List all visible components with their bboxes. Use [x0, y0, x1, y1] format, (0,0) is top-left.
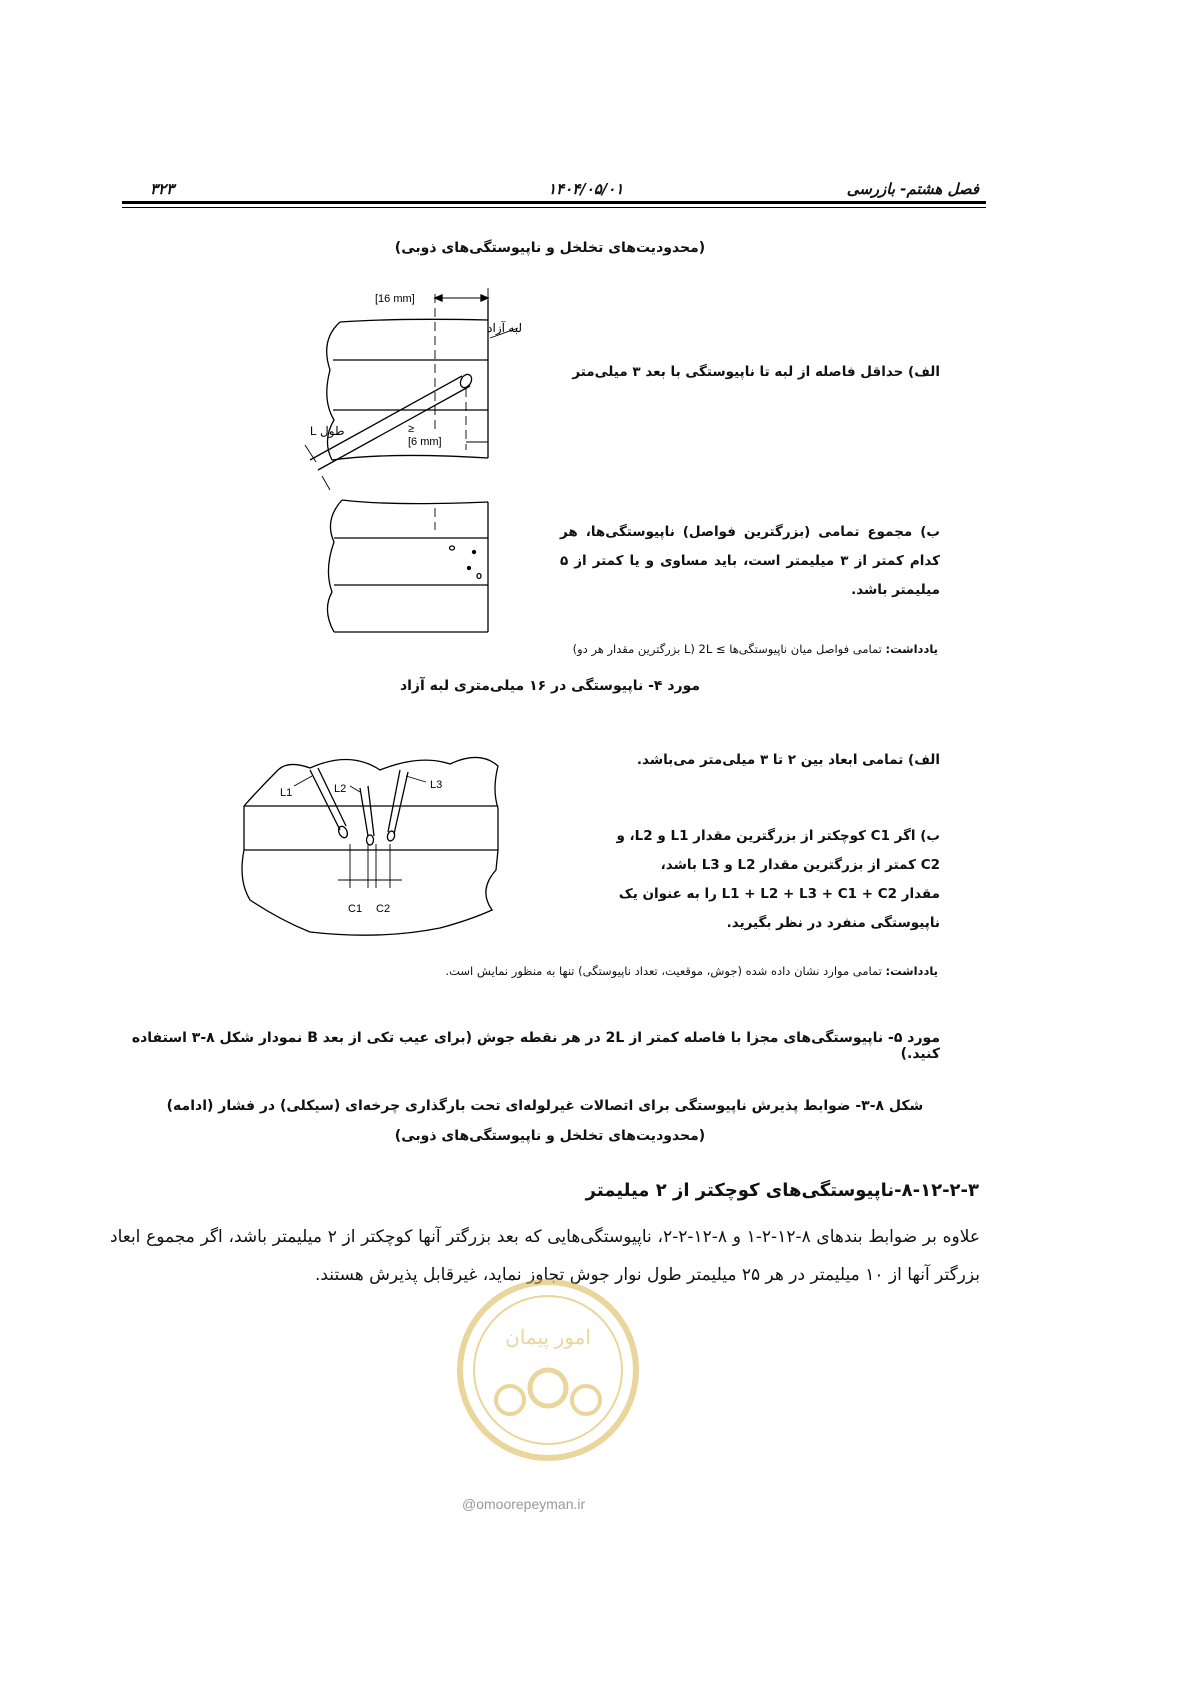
case5-be-line-3: مقدار L1 + L2 + L3 + C1 + C2 را به عنوان یک [618, 886, 940, 902]
case5-note-text: تمامی موارد نشان داده شده (جوش، موقعیت، تعداد ناپیوستگی) تنها به منظور نمایش است. [445, 964, 882, 978]
header-rule-thin [122, 207, 986, 208]
case5-be-line-4: ناپیوستگی منفرد در نظر بگیرید. [726, 915, 940, 931]
ge-symbol: ≥ [408, 423, 415, 435]
case5-note-label: یادداشت: [885, 964, 938, 978]
watermark-logo [448, 1270, 648, 1470]
section-heading: ۸-۱۲-۲-۳-ناپیوستگی‌های کوچکتر از ۲ میلیمتر [585, 1180, 979, 1201]
header-date: ۱۴۰۴/۰۵/۰۱ [548, 180, 624, 198]
label-C1: C1 [348, 903, 363, 915]
label-L3: L3 [430, 779, 443, 791]
label-L2: L2 [334, 783, 347, 795]
length-l-label: طول L [310, 424, 345, 438]
case4-note [238, 642, 938, 656]
header-rule-thick [122, 201, 986, 204]
case4-diagram [250, 280, 550, 650]
case4-note-text: تمامی فواصل میان ناپیوستگی‌ها ≥ 2L (L بزرگترین مقدار هر دو) [572, 642, 882, 656]
case5-be-line-2: C2 کمتر از بزرگترین مقدار L2 و L3 باشد، [660, 857, 940, 873]
chapter-title: فصل هشتم- بازرسی [846, 180, 979, 198]
figure-caption-line-1: شکل ۸-۳- ضوابط پذیرش ناپیوستگی برای اتصالات غیرلوله‌ای تحت بارگذاری چرخه‌ای (سیکلی) در فشار (ادامه) [166, 1098, 924, 1114]
dim-16mm-label: [16 mm] [375, 293, 415, 305]
case5-item-be [560, 822, 940, 938]
case4-note-label: یادداشت: [885, 642, 938, 656]
figure-caption-line-2: (محدودیت‌های تخلخل و ناپیوستگی‌های ذوبی) [394, 1128, 706, 1144]
case5-item-alef: الف) تمامی ابعاد بین ۲ تا ۳ میلی‌متر می‌باشد. [636, 752, 940, 768]
case5-note [238, 964, 938, 978]
case4-item-be: ب) مجموع تمامی (بزرگترین فواصل) ناپیوستگی‌ها، هر کدام کمتر از ۳ میلیمتر است، باید مساوی و یا کمتر از ۵ میلیمتر باشد. [560, 524, 940, 598]
case4-item-alef: الف) حداقل فاصله از لبه تا ناپیوستگی با بعد ۳ میلی‌متر [572, 364, 940, 380]
figure-top-caption: (محدودیت‌های تخلخل و ناپیوستگی‌های ذوبی) [394, 240, 706, 256]
watermark-site: @omoorepeyman.ir [462, 1496, 586, 1512]
free-edge-label: لبه آزاد [487, 321, 522, 335]
case5-diagram [230, 740, 510, 950]
watermark-logo-text: امور پیمان [505, 1327, 591, 1349]
case5-be-line-1: ب) اگر C1 کوچکتر از بزرگترین مقدار L1 و L2، و [616, 828, 940, 844]
label-L1: L1 [280, 787, 293, 799]
case5-title: مورد ۵- ناپیوستگی‌های مجزا با فاصله کمتر از 2L در هر نقطه جوش (برای عیب تکی از بعد B نمودار شکل ۸-۳ استفاده کنید.) [131, 1030, 940, 1062]
label-C2: C2 [376, 903, 391, 915]
dim-6mm-label: [6 mm] [408, 436, 442, 448]
page-number: ۳۲۳ [150, 180, 175, 198]
section-paragraph: علاوه بر ضوابط بندهای ۸-۱۲-۲-۱ و ۸-۱۲-۲-۲، ناپیوستگی‌هایی که بعد بزرگتر آنها کوچکتر از ۲ میلیمتر باشد، اگر مجموع ابعاد بزرگتر آنها از ۱۰ میلیمتر در هر ۲۵ میلیمتر طول نوار جوش تجاوز نماید، غیرقابل پذیرش هستند. [110, 1227, 980, 1285]
case4-title: مورد ۴- ناپیوستگی در ۱۶ میلی‌متری لبه آزاد [399, 678, 701, 694]
